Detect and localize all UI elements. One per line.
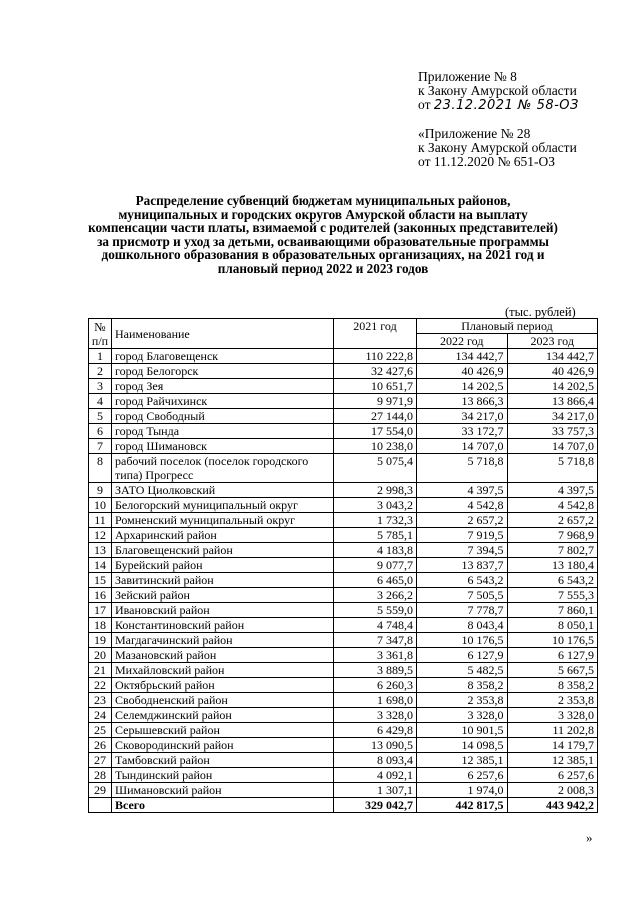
row-num: 18: [89, 618, 112, 633]
row-2021: 32 427,6: [334, 364, 417, 379]
row-2023: 13 180,4: [507, 558, 598, 573]
row-num: 6: [89, 424, 112, 439]
row-num: 9: [89, 483, 112, 498]
table-row: [89, 768, 598, 783]
row-name: Константиновский район: [112, 618, 334, 633]
table-row: [89, 439, 598, 454]
row-2023: 14 202,5: [507, 379, 598, 394]
row-2021: 5 785,1: [334, 528, 417, 543]
table-row: [89, 483, 598, 498]
row-2021: 27 144,0: [334, 409, 417, 424]
row-name: Завитинский район: [112, 573, 334, 588]
row-name: Сковородинский район: [112, 738, 334, 753]
row-num: 10: [89, 498, 112, 513]
row-num: 23: [89, 693, 112, 708]
row-name: город Благовещенск: [112, 349, 334, 364]
row-name: Шимановский район: [112, 783, 334, 798]
annex-old-header: [418, 127, 577, 169]
total-label: Всего: [112, 798, 334, 813]
table-row: [89, 573, 598, 588]
row-2023: 11 202,8: [507, 723, 598, 738]
row-2022: 8 043,4: [417, 618, 508, 633]
row-2023: 8 050,1: [507, 618, 598, 633]
row-2022: 40 426,9: [417, 364, 508, 379]
row-num: 13: [89, 543, 112, 558]
row-num: 11: [89, 513, 112, 528]
row-name: Тындинский район: [112, 768, 334, 783]
table-row: [89, 379, 598, 394]
row-name: Серышевский район: [112, 723, 334, 738]
row-2023: 33 757,3: [507, 424, 598, 439]
row-name: Михайловский район: [112, 663, 334, 678]
annex-law: к Закону Амурской области: [418, 83, 577, 98]
row-name: рабочий поселок (поселок городского типа) Прогресс: [112, 454, 334, 483]
row-2022: 3 328,0: [417, 708, 508, 723]
table-row: [89, 678, 598, 693]
table-row: [89, 543, 598, 558]
row-2023: 7 860,1: [507, 603, 598, 618]
row-2023: 2 353,8: [507, 693, 598, 708]
row-name: город Свободный: [112, 409, 334, 424]
table-row: [89, 409, 598, 424]
row-2022: 10 176,5: [417, 633, 508, 648]
table-row: [89, 648, 598, 663]
row-name: Октябрьский район: [112, 678, 334, 693]
row-2021: 10 238,0: [334, 439, 417, 454]
row-2021: 1 307,1: [334, 783, 417, 798]
header-num: № п/п: [89, 319, 112, 349]
row-num: 27: [89, 753, 112, 768]
table-row: [89, 588, 598, 603]
row-2022: 5 482,5: [417, 663, 508, 678]
closing-quote: »: [586, 830, 593, 845]
row-name: Благовещенский район: [112, 543, 334, 558]
row-num: 12: [89, 528, 112, 543]
row-2021: 9 971,9: [334, 394, 417, 409]
row-2021: 2 998,3: [334, 483, 417, 498]
row-num: 19: [89, 633, 112, 648]
table-row: [89, 633, 598, 648]
total-num: [89, 798, 112, 813]
row-num: 8: [89, 454, 112, 483]
row-2021: 3 889,5: [334, 663, 417, 678]
annex-old-date: от 11.12.2020 № 651-ОЗ: [418, 154, 555, 169]
row-2022: 7 394,5: [417, 543, 508, 558]
row-2022: 8 358,2: [417, 678, 508, 693]
header-name: Наименование: [112, 319, 334, 349]
row-num: 21: [89, 663, 112, 678]
table-row: [89, 454, 598, 483]
row-2022: 34 217,0: [417, 409, 508, 424]
row-name: Селемджинский район: [112, 708, 334, 723]
row-2022: 6 257,6: [417, 768, 508, 783]
annex-old-law: к Закону Амурской области: [418, 140, 577, 155]
row-2021: 4 748,4: [334, 618, 417, 633]
row-2022: 14 707,0: [417, 439, 508, 454]
row-2023: 4 397,5: [507, 483, 598, 498]
unit-label: (тыс. рублей): [505, 305, 576, 319]
row-num: 28: [89, 768, 112, 783]
table-row: [89, 693, 598, 708]
row-2023: 14 179,7: [507, 738, 598, 753]
row-num: 20: [89, 648, 112, 663]
row-2023: 34 217,0: [507, 409, 598, 424]
row-2023: 4 542,8: [507, 498, 598, 513]
row-2022: 12 385,1: [417, 753, 508, 768]
row-name: ЗАТО Циолковский: [112, 483, 334, 498]
row-2021: 1 732,3: [334, 513, 417, 528]
row-num: 4: [89, 394, 112, 409]
row-2022: 5 718,8: [417, 454, 508, 483]
row-2021: 4 183,8: [334, 543, 417, 558]
row-2021: 13 090,5: [334, 738, 417, 753]
row-2023: 2 008,3: [507, 783, 598, 798]
row-2023: 7 968,9: [507, 528, 598, 543]
annex-old-number: «Приложение № 28: [418, 126, 531, 141]
row-name: Тамбовский район: [112, 753, 334, 768]
row-num: 24: [89, 708, 112, 723]
row-name: Архаринский район: [112, 528, 334, 543]
row-2023: 12 385,1: [507, 753, 598, 768]
row-num: 22: [89, 678, 112, 693]
row-name: город Зея: [112, 379, 334, 394]
row-2021: 8 093,4: [334, 753, 417, 768]
total-2023: 443 942,2: [507, 798, 598, 813]
row-2023: 3 328,0: [507, 708, 598, 723]
row-2022: 6 543,2: [417, 573, 508, 588]
table-row: [89, 603, 598, 618]
row-2021: 3 266,2: [334, 588, 417, 603]
row-2021: 7 347,8: [334, 633, 417, 648]
row-2023: 8 358,2: [507, 678, 598, 693]
row-2023: 7 555,3: [507, 588, 598, 603]
table-row: [89, 349, 598, 364]
row-2022: 13 837,7: [417, 558, 508, 573]
row-2023: 6 127,9: [507, 648, 598, 663]
row-2021: 6 429,8: [334, 723, 417, 738]
row-2022: 134 442,7: [417, 349, 508, 364]
row-2023: 5 667,5: [507, 663, 598, 678]
row-num: 1: [89, 349, 112, 364]
row-name: Ромненский муниципальный округ: [112, 513, 334, 528]
row-num: 5: [89, 409, 112, 424]
row-2022: 14 098,5: [417, 738, 508, 753]
row-2023: 14 707,0: [507, 439, 598, 454]
table-row: [89, 528, 598, 543]
row-num: 17: [89, 603, 112, 618]
row-name: город Райчихинск: [112, 394, 334, 409]
total-row: [89, 798, 598, 813]
row-2022: 7 919,5: [417, 528, 508, 543]
row-2021: 3 043,2: [334, 498, 417, 513]
row-num: 26: [89, 738, 112, 753]
row-2021: 6 465,0: [334, 573, 417, 588]
row-2022: 4 542,8: [417, 498, 508, 513]
row-2022: 10 901,5: [417, 723, 508, 738]
row-num: 2: [89, 364, 112, 379]
row-num: 15: [89, 573, 112, 588]
row-2021: 3 328,0: [334, 708, 417, 723]
row-2023: 13 866,4: [507, 394, 598, 409]
table-row: [89, 498, 598, 513]
row-num: 7: [89, 439, 112, 454]
document-title: Распределение субвенций бюджетам муниципальных районов, муниципальных и городских округов Амурской области на выплату компенсации части платы, взимаемой с родителей (законных представителей) за присмотр и уход за детьми, осваивающими образовательные программы дошкольного образования в образовательных организациях, на 2021 год и плановый период 2022 и 2023 годов: [88, 193, 558, 276]
row-2021: 3 361,8: [334, 648, 417, 663]
annex-number: Приложение № 8: [418, 69, 517, 84]
table-row: [89, 753, 598, 768]
table-row: [89, 663, 598, 678]
annex-header: [418, 70, 579, 113]
row-2021: 17 554,0: [334, 424, 417, 439]
row-name: город Шимановск: [112, 439, 334, 454]
row-2023: 6 543,2: [507, 573, 598, 588]
row-name: Магдагачинский район: [112, 633, 334, 648]
row-num: 3: [89, 379, 112, 394]
total-2021: 329 042,7: [334, 798, 417, 813]
row-2023: 40 426,9: [507, 364, 598, 379]
row-num: 29: [89, 783, 112, 798]
row-2022: 4 397,5: [417, 483, 508, 498]
row-2022: 13 866,3: [417, 394, 508, 409]
row-num: 14: [89, 558, 112, 573]
row-2023: 2 657,2: [507, 513, 598, 528]
table-row: [89, 708, 598, 723]
annex-date-prefix: от: [418, 97, 431, 112]
row-2021: 5 075,4: [334, 454, 417, 483]
row-2022: 2 657,2: [417, 513, 508, 528]
table-row: [89, 424, 598, 439]
table-row: [89, 558, 598, 573]
row-name: город Тында: [112, 424, 334, 439]
subsidy-table: [88, 318, 598, 813]
row-num: 25: [89, 723, 112, 738]
row-name: Зейский район: [112, 588, 334, 603]
row-2023: 10 176,5: [507, 633, 598, 648]
annex-date: [418, 98, 579, 113]
row-2022: 2 353,8: [417, 693, 508, 708]
table-body: [89, 349, 598, 813]
table-row: [89, 394, 598, 409]
row-2021: 5 559,0: [334, 603, 417, 618]
row-2022: 7 505,5: [417, 588, 508, 603]
row-2021: 1 698,0: [334, 693, 417, 708]
header-2021: 2021 год: [334, 319, 417, 349]
row-name: Ивановский район: [112, 603, 334, 618]
row-name: город Белогорск: [112, 364, 334, 379]
row-2023: 5 718,8: [507, 454, 598, 483]
row-2022: 14 202,5: [417, 379, 508, 394]
header-2022: 2022 год: [417, 334, 508, 349]
row-2021: 4 092,1: [334, 768, 417, 783]
handwritten-date: 23.12.2021 № 58-ОЗ: [433, 98, 579, 113]
row-2021: 9 077,7: [334, 558, 417, 573]
row-2021: 6 260,3: [334, 678, 417, 693]
table-row: [89, 723, 598, 738]
table-row: [89, 783, 598, 798]
row-2022: 33 172,7: [417, 424, 508, 439]
row-2022: 7 778,7: [417, 603, 508, 618]
total-2022: 442 817,5: [417, 798, 508, 813]
table-row: [89, 738, 598, 753]
row-2021: 110 222,8: [334, 349, 417, 364]
row-num: 16: [89, 588, 112, 603]
row-name: Бурейский район: [112, 558, 334, 573]
row-2022: 6 127,9: [417, 648, 508, 663]
header-planned: Плановый период: [417, 319, 598, 334]
row-2021: 10 651,7: [334, 379, 417, 394]
table-row: [89, 513, 598, 528]
table-row: [89, 618, 598, 633]
row-2023: 6 257,6: [507, 768, 598, 783]
table-row: [89, 364, 598, 379]
header-2023: 2023 год: [507, 334, 598, 349]
row-2023: 7 802,7: [507, 543, 598, 558]
row-2022: 1 974,0: [417, 783, 508, 798]
row-name: Белогорский муниципальный округ: [112, 498, 334, 513]
row-2023: 134 442,7: [507, 349, 598, 364]
row-name: Свободненский район: [112, 693, 334, 708]
row-name: Мазановский район: [112, 648, 334, 663]
